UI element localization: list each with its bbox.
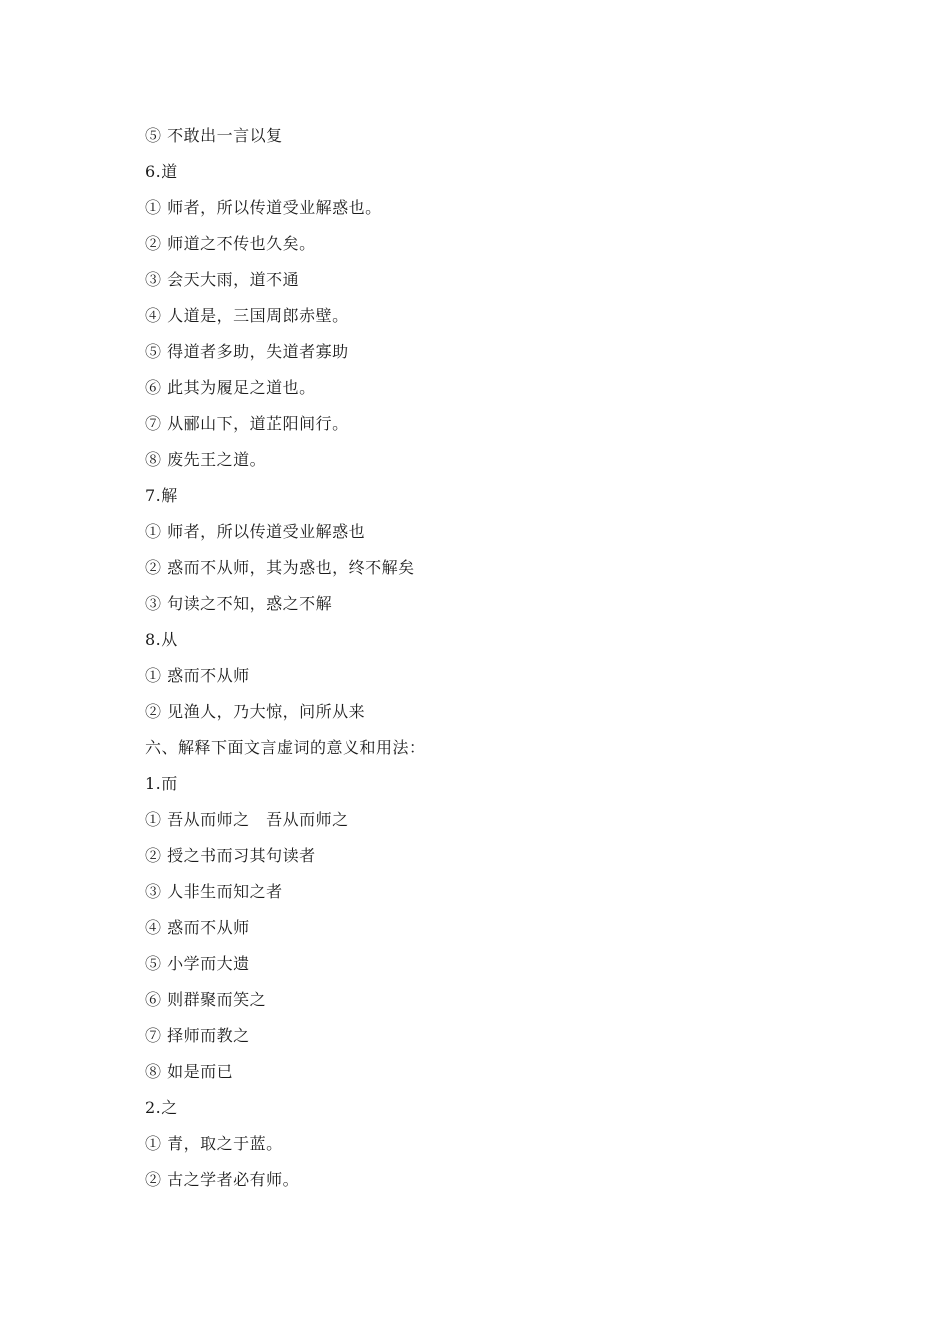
text-line: ② 授之书而习其句读者	[145, 846, 316, 865]
section-heading: 8.从	[145, 630, 178, 649]
part-heading: 六、解释下面文言虚词的意义和用法：	[145, 738, 426, 757]
text-line: ② 见渔人，乃大惊，问所从来	[145, 702, 366, 721]
text-line: ③ 人非生而知之者	[145, 882, 283, 901]
text-line: ② 惑而不从师，其为惑也，终不解矣	[145, 558, 415, 577]
section-heading: 6.道	[145, 162, 178, 181]
text-line: ⑦ 择师而教之	[145, 1026, 250, 1045]
section-heading: 1.而	[145, 774, 178, 793]
text-line: ① 师者，所以传道受业解惑也。	[145, 198, 382, 217]
text-line: ① 惑而不从师	[145, 666, 250, 685]
text-line: ⑥ 则群聚而笑之	[145, 990, 267, 1009]
text-line: ⑤ 小学而大遗	[145, 954, 250, 973]
text-line: ⑥ 此其为履足之道也。	[145, 378, 316, 397]
text-line: ④ 人道是，三国周郎赤壁。	[145, 306, 349, 325]
text-line: ③ 会天大雨，道不通	[145, 270, 300, 289]
text-line: ① 师者，所以传道受业解惑也	[145, 522, 366, 541]
text-line: ② 古之学者必有师。	[145, 1170, 300, 1189]
section-heading: 2.之	[145, 1098, 178, 1117]
text-line: ⑧ 如是而已	[145, 1062, 234, 1081]
text-line: ④ 惑而不从师	[145, 918, 250, 937]
document-page	[145, 118, 845, 1198]
text-line: ⑤ 不敢出一言以复	[145, 126, 283, 145]
text-line: ② 师道之不传也久矣。	[145, 234, 316, 253]
text-line: ⑧ 废先王之道。	[145, 450, 267, 469]
text-line: ⑤ 得道者多助，失道者寡助	[145, 342, 349, 361]
section-heading: 7.解	[145, 486, 178, 505]
text-line: ⑦ 从郦山下，道芷阳间行。	[145, 414, 349, 433]
text-line: ① 青，取之于蓝。	[145, 1134, 283, 1153]
text-line: ③ 句读之不知，惑之不解	[145, 594, 333, 613]
text-line: ① 吾从而师之 吾从而师之	[145, 810, 349, 829]
